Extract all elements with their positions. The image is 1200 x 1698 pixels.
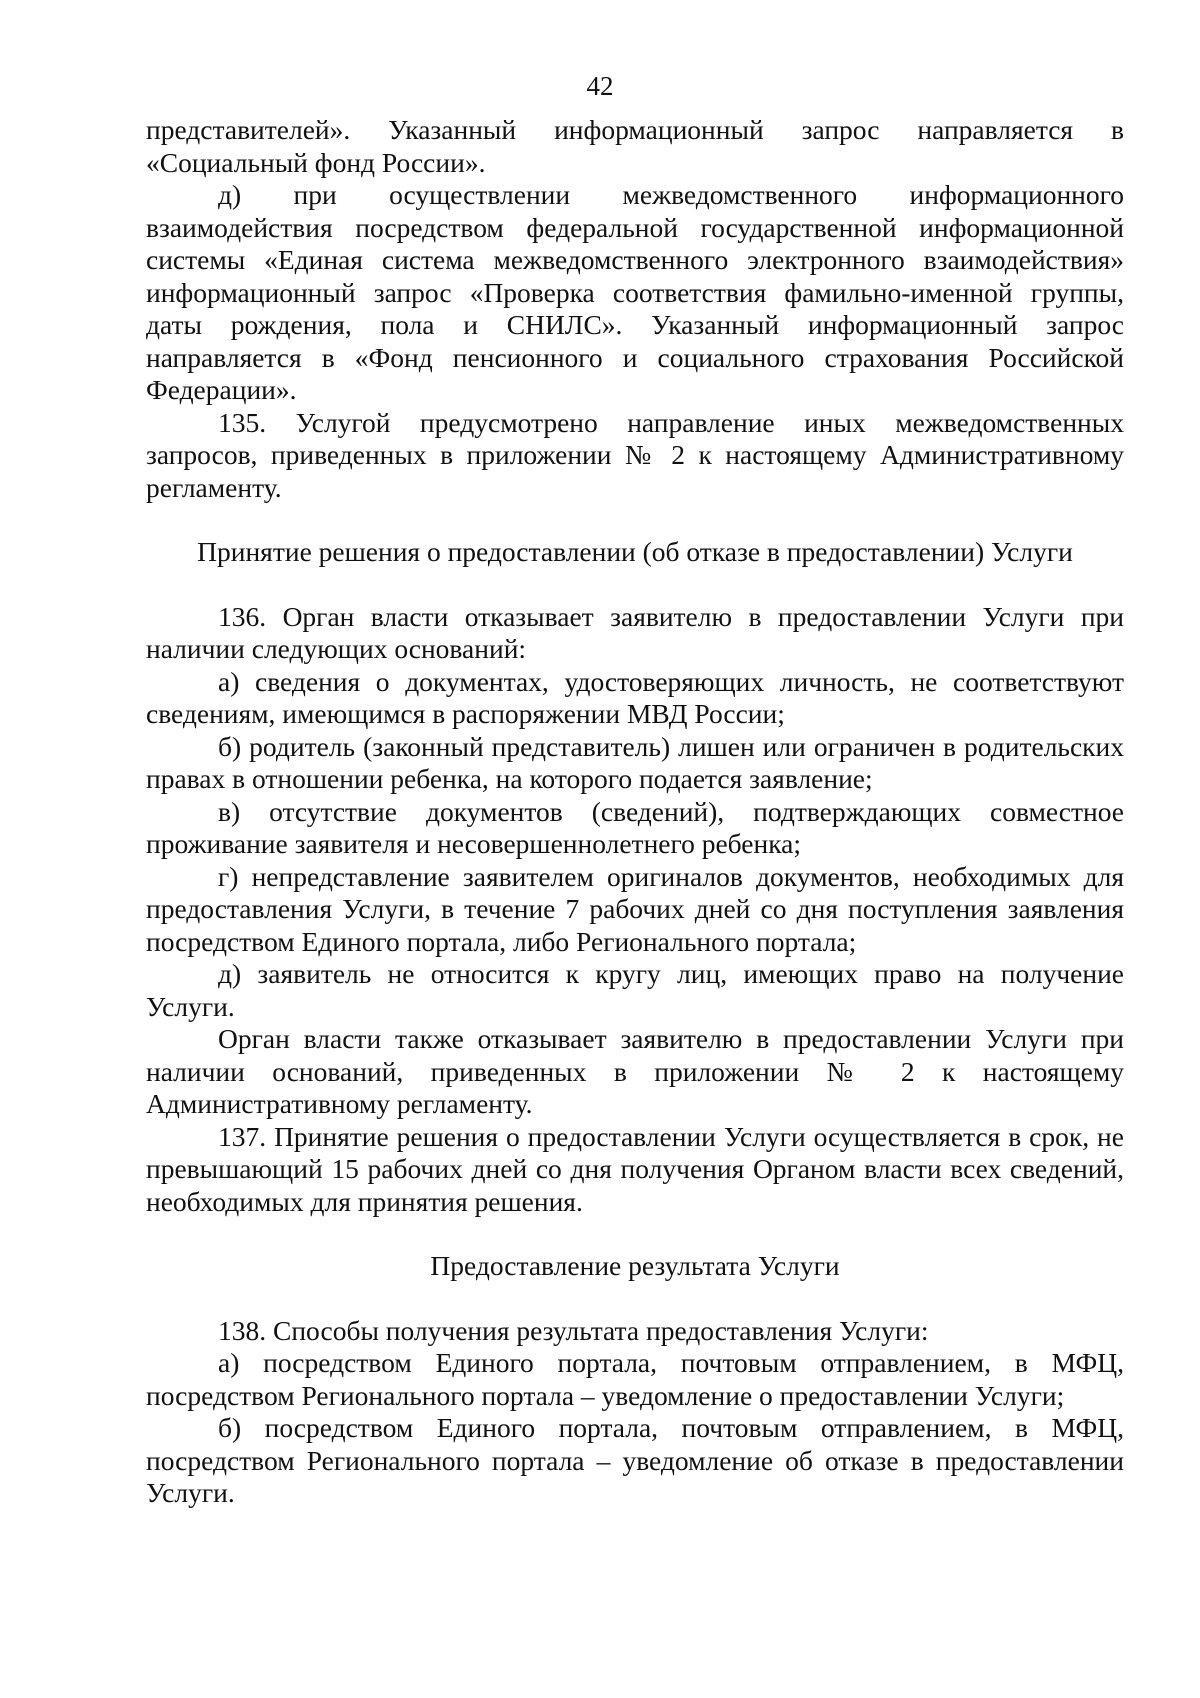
spacer bbox=[146, 1283, 1124, 1315]
paragraph-item-d: д) при осуществлении межведомственного информационного взаимодействия посредством федеральной государственной информационной системы «Единая система межведомственного электронного взаимодействия» информационный запрос «Проверка соответствия фамильно-именной группы, даты рождения, пола и СНИЛС». Указанный информационный запрос направляется в «Фонд пенсионного и социального страхования Российской Федерации». bbox=[146, 179, 1124, 405]
paragraph-136-v: в) отсутствие документов (сведений), подтверждающих совместное проживание заявителя и несовершеннолетнего ребенка; bbox=[146, 795, 1124, 859]
paragraph-138: 138. Способы получения результата предоставления Услуги: bbox=[218, 1314, 929, 1346]
paragraph-136-b: б) родитель (законный представитель) лишен или ограничен в родительских правах в отношении ребенка, на которого подается заявление; bbox=[146, 730, 1124, 794]
spacer bbox=[146, 1218, 1124, 1250]
paragraph-136-d: д) заявитель не относится к кругу лиц, имеющих право на получение Услуги. bbox=[146, 958, 1124, 1022]
section-heading-result: Предоставление результата Услуги bbox=[430, 1250, 840, 1281]
paragraph-136-g: г) непредставление заявителем оригиналов документов, необходимых для предоставления Услуги, в течение 7 рабочих дней со дня поступления заявления посредством Единого портала, либо Регионального портала; bbox=[146, 860, 1124, 957]
paragraph-136-additional: Орган власти также отказывает заявителю в предоставлении Услуги при наличии оснований, приведенных в приложении № 2 к настоящему Административному регламенту. bbox=[146, 1023, 1124, 1119]
spacer bbox=[146, 569, 1124, 601]
page-number: 42 bbox=[586, 71, 614, 101]
paragraph-135: 135. Услугой предусмотрено направление иных межведомственных запросов, приведенных в приложении № 2 к настоящему Административному регламенту. bbox=[146, 406, 1124, 503]
spacer bbox=[146, 504, 1124, 536]
paragraph-continuation: представителей». Указанный информационный запрос направляется в «Социальный фонд России». bbox=[146, 114, 1124, 178]
section-heading-decision: Принятие решения о предоставлении (об отказе в предоставлении) Услуги bbox=[197, 536, 1073, 567]
paragraph-136: 136. Орган власти отказывает заявителю в предоставлении Услуги при наличии следующих оснований: bbox=[146, 600, 1124, 664]
paragraph-138-b: б) посредством Единого портала, почтовым отправлением, в МФЦ, посредством Регионального портала – уведомление об отказе в предоставлении Услуги. bbox=[146, 1412, 1124, 1508]
paragraph-137: 137. Принятие решения о предоставлении Услуги осуществляется в срок, не превышающий 15 рабочих дней со дня получения Органом власти всех сведений, необходимых для принятия решения. bbox=[146, 1120, 1124, 1217]
paragraph-136-a: а) сведения о документах, удостоверяющих личность, не соответствуют сведениям, имеющимся в распоряжении МВД России; bbox=[146, 665, 1124, 729]
document-body bbox=[146, 114, 1124, 1510]
paragraph-138-a: а) посредством Единого портала, почтовым отправлением, в МФЦ, посредством Регионального портала – уведомление о предоставлении Услуги; bbox=[146, 1347, 1124, 1411]
